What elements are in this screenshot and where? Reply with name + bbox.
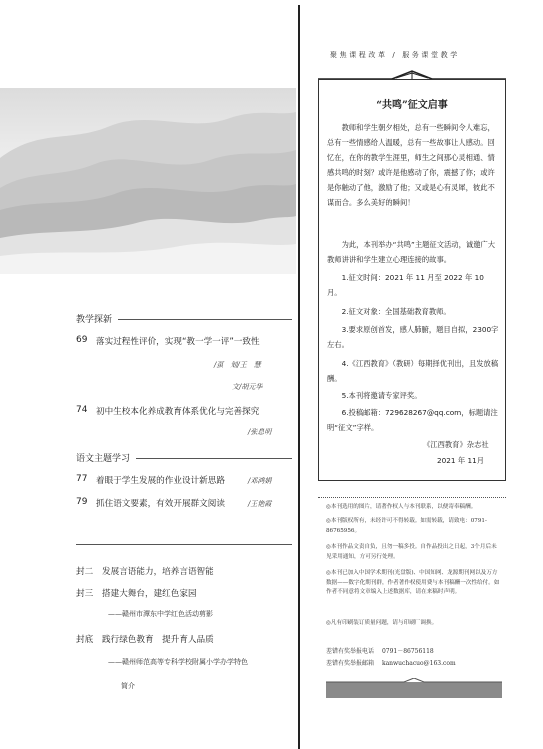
cover-title[interactable]: 践行绿色教育 提升育人品质 xyxy=(102,635,214,645)
article-title[interactable]: 初中生校本化养成教育体系优化与完善探究 xyxy=(96,407,260,417)
fineprint-item: ◎本刊作品文责自负，且勿一稿多投。自作品投出之日起，3个月后未见采用通知，方可另行处理。 xyxy=(326,544,497,560)
notice-signature-org: 《江西教育》杂志社 xyxy=(423,440,489,449)
book-footer-icon xyxy=(326,678,502,698)
fineprint-item: ◎本刊选用的图片，请著作权人与本刊联系，以便寄奉稿酬。 xyxy=(326,504,477,510)
article-author: /张息明 xyxy=(248,428,272,436)
section-rule xyxy=(136,458,292,459)
article-title[interactable]: 落实过程性评价，实现“教一学一评”一致性 xyxy=(96,337,260,347)
contact-value[interactable]: 0791－86756118 xyxy=(381,648,434,655)
notice-signature-date: 2021 年 11月 xyxy=(437,456,485,465)
section-heading: 语文主题学习 xyxy=(76,454,131,464)
cover-title[interactable]: 发展言语能力，培养言语智能 xyxy=(102,567,214,577)
magazine-tagline: 聚焦课程改革 / 服务课堂教学 xyxy=(330,51,460,59)
error-report-email xyxy=(326,658,456,667)
notice-paragraph: 5.本刊将邀请专家评奖。 xyxy=(327,391,422,400)
article-author: /虿 划/王 慧 xyxy=(214,361,261,369)
notice-paragraph: 为此，本刊举办“共鸣”主题征文活动，诚邀广大教师讲讲和学生建立心理连接的故事。 xyxy=(327,240,496,264)
contact-value[interactable]: kanwuchacuo@163.com xyxy=(381,660,456,667)
error-report-phone xyxy=(326,646,434,655)
cover-subtitle: 简介 xyxy=(121,682,135,690)
column-divider xyxy=(298,5,300,749)
article-page-number: 79 xyxy=(76,497,88,507)
fineprint-item: ◎凡有印刷装订质量问题，请与印刷厂调换。 xyxy=(326,620,438,626)
cover-label: 封三 xyxy=(76,589,94,599)
section-rule xyxy=(118,319,292,320)
fineprint-rule xyxy=(318,497,506,498)
cover-title[interactable]: 搭建大舞台，建红色家园 xyxy=(102,589,197,599)
cover-label: 封二 xyxy=(76,567,94,577)
fineprint-item: ◎本刊已加入中国学术期刊(光盘版)、中国知网、龙源期刊网以及万方数据——数字化期刊群，作者著作权使用费与本刊稿酬一次性给付。如作者不同意将文章编入上述数据库，请在来稿时声明。 xyxy=(326,570,500,596)
article-author: /邓鸿娟 xyxy=(248,477,272,485)
cover-subtitle: ——赣州师范高等专科学校附属小学办学特色 xyxy=(108,658,248,666)
notice-paragraph: 1.征文时间：2021 年 11 月至 2022 年 10 月。 xyxy=(327,273,484,297)
cover-subtitle: ——赣州市潭东中学红色活动剪影 xyxy=(108,610,213,618)
essay-notice-box xyxy=(318,79,506,481)
article-author: /王艳霞 xyxy=(248,500,272,508)
section-heading: 教学探新 xyxy=(76,315,113,325)
cover-label: 封底 xyxy=(76,635,94,645)
fineprint-item: ◎本刊版权所有，未经许可不得转载。如需转载，请致电：0791-86765956。 xyxy=(326,518,487,534)
notice-paragraph: 教师和学生朝夕相处，总有一些瞬间令人难忘，总有一些情感给人温暖，总有一些故事让人感动。回忆在，在你的教学生涯里，师生之间那心灵相通、情感共鸣的时刻？或许是他感动了你，震撼了你；或许是你触动了他，激励了他；又或是心有灵犀，彼此不谋而合。多么美好的瞬间！ xyxy=(327,123,495,207)
contact-label: 差错有奖举报电话 xyxy=(326,648,375,655)
notice-paragraph: 3.要求原创首发，感人肺腑，题目自拟，2300字左右。 xyxy=(327,325,499,349)
contact-label: 差错有奖举报邮箱 xyxy=(326,660,375,667)
covers-rule xyxy=(76,544,292,545)
notice-paragraph: 6.投稿邮箱：729628267@qq.com，标题请注明“征文”字样。 xyxy=(327,408,498,432)
article-page-number: 69 xyxy=(76,335,88,345)
article-title[interactable]: 着眼于学生发展的作业设计新思路 xyxy=(96,476,225,486)
notice-title: “共鸣”征文启事 xyxy=(376,100,448,111)
article-author: 文/胡元华 xyxy=(232,383,263,391)
notice-paragraph: 4.《江西教育》（教研）每期择优刊出，且发放稿酬。 xyxy=(327,359,499,383)
article-page-number: 74 xyxy=(76,405,88,415)
article-page-number: 77 xyxy=(76,474,88,484)
landscape-illustration xyxy=(0,88,296,274)
notice-paragraph: 2.征文对象：全国基础教育教师。 xyxy=(327,307,451,316)
article-title[interactable]: 抓住语文要素，有效开展群文阅读 xyxy=(96,499,225,509)
